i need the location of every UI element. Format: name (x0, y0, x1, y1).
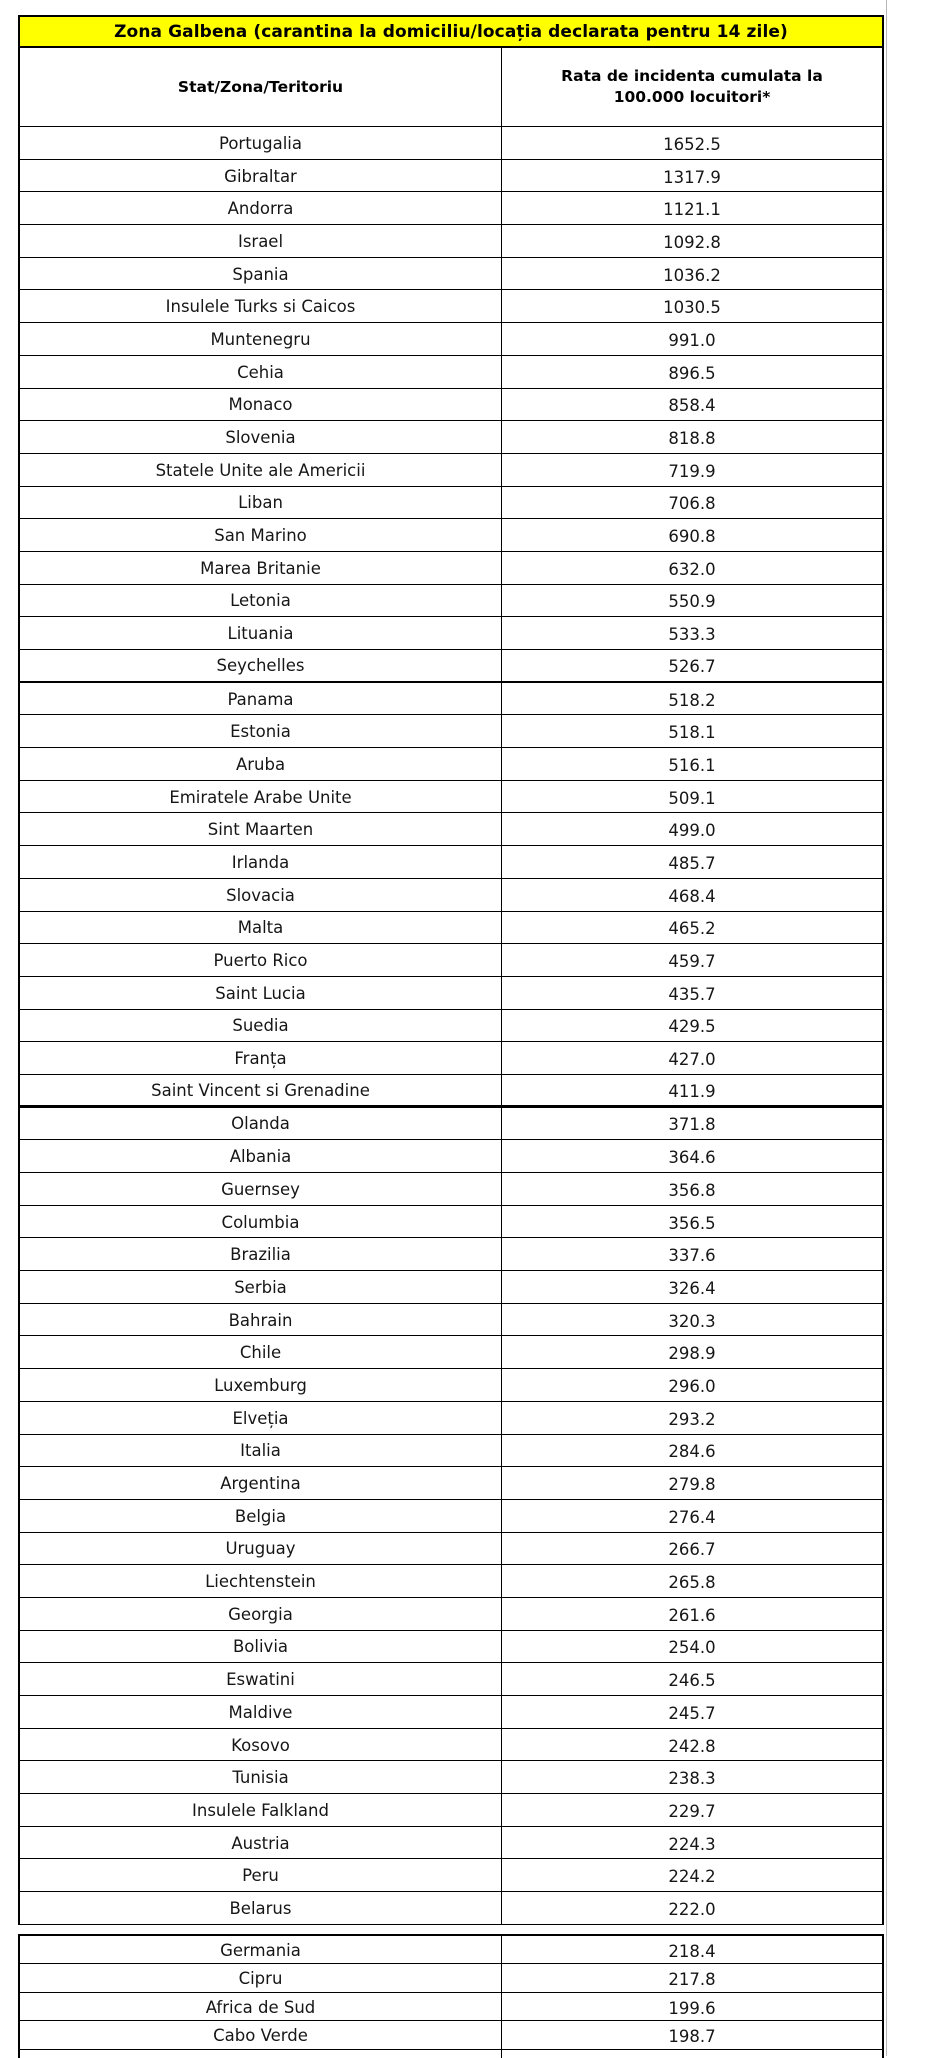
table-row (20, 1467, 882, 1500)
country-cell: Cabo Verde (20, 2021, 502, 2049)
column-header-country: Stat/Zona/Teritoriu (20, 48, 502, 126)
table-row (20, 127, 882, 160)
table-row (20, 1173, 882, 1206)
rate-cell: 499.0 (668, 821, 716, 841)
rate-cell: 284.6 (668, 1442, 716, 1462)
rate-cell: 459.7 (668, 952, 716, 972)
rate-cell: 991.0 (668, 330, 716, 350)
country-cell: Liban (20, 487, 502, 519)
table-rows-group (20, 1936, 882, 2050)
rate-cell: 371.8 (668, 1115, 716, 1135)
table-row (20, 1729, 882, 1762)
table-segment (18, 1934, 884, 2058)
rate-cell: 518.1 (668, 723, 716, 743)
rate-cell: 550.9 (668, 592, 716, 612)
rate-cell: 858.4 (668, 396, 716, 416)
table-segment (18, 683, 884, 1108)
country-cell: Israel (20, 225, 502, 257)
rate-cell: 435.7 (668, 984, 716, 1004)
column-header-rate: Rata de incidenta cumulata la 100.000 locuitori* (561, 67, 823, 106)
table-row (20, 617, 882, 650)
rate-cell: 217.8 (668, 1970, 716, 1990)
rate-cell: 320.3 (668, 1311, 716, 1331)
country-cell: Serbia (20, 1271, 502, 1303)
country-cell: Belarus (20, 1892, 502, 1924)
table-row (20, 1827, 882, 1860)
table-row (20, 781, 882, 814)
rate-cell: 293.2 (668, 1409, 716, 1429)
country-cell: Portugalia (20, 127, 502, 159)
table-header (20, 48, 882, 127)
country-cell: Maldive (20, 1696, 502, 1728)
country-cell: Statele Unite ale Americii (20, 454, 502, 486)
country-cell: Panama (20, 683, 502, 715)
country-cell: Saint Lucia (20, 977, 502, 1009)
country-cell: Germania (20, 1936, 502, 1964)
rate-cell: 706.8 (668, 494, 716, 514)
table-row (20, 1010, 882, 1043)
country-cell: Elveția (20, 1402, 502, 1434)
table-row (20, 323, 882, 356)
table-row (20, 585, 882, 618)
rate-cell: 218.4 (668, 1941, 716, 1961)
table-row (20, 1238, 882, 1271)
rate-cell: 818.8 (668, 429, 716, 449)
rate-cell: 1036.2 (663, 265, 721, 285)
country-cell: Peru (20, 1859, 502, 1891)
table-row (20, 1369, 882, 1402)
table-row (20, 1696, 882, 1729)
country-cell: Letonia (20, 585, 502, 617)
rate-cell: 254.0 (668, 1638, 716, 1658)
table-row (20, 683, 882, 716)
country-cell: San Marino (20, 519, 502, 551)
table-rows-group (20, 683, 882, 1108)
table-row (20, 389, 882, 422)
table-row (20, 1304, 882, 1337)
country-cell: Suedia (20, 1010, 502, 1042)
table-row (20, 1964, 882, 1993)
table-row (20, 977, 882, 1010)
country-cell: Argentina (20, 1467, 502, 1499)
rate-cell: 261.6 (668, 1605, 716, 1625)
country-cell: Emiratele Arabe Unite (20, 781, 502, 813)
country-cell: Marea Britanie (20, 552, 502, 584)
rate-cell: 356.5 (668, 1213, 716, 1233)
table-row (20, 454, 882, 487)
rate-cell: 222.0 (668, 1899, 716, 1919)
table-row (20, 1859, 882, 1892)
country-cell: Lituania (20, 617, 502, 649)
rate-cell: 411.9 (668, 1081, 716, 1101)
rate-cell: 242.8 (668, 1736, 716, 1756)
country-cell: Gibraltar (20, 160, 502, 192)
table-row (20, 1663, 882, 1696)
table-row (20, 160, 882, 193)
rate-cell: 356.8 (668, 1180, 716, 1200)
table-row (20, 1631, 882, 1664)
rate-cell: 896.5 (668, 363, 716, 383)
table-row (20, 225, 882, 258)
country-cell: Franța (20, 1042, 502, 1074)
rate-cell: 526.7 (668, 657, 716, 677)
table-row (20, 846, 882, 879)
table-row (20, 813, 882, 846)
country-cell: Uruguay (20, 1533, 502, 1565)
country-cell: Liechtenstein (20, 1565, 502, 1597)
country-cell: Kosovo (20, 1729, 502, 1761)
table-row (20, 1435, 882, 1468)
table-segment (18, 15, 884, 683)
table-row (20, 290, 882, 323)
page-edge-line (886, 0, 887, 2056)
country-cell: Italia (20, 1435, 502, 1467)
rate-cell: 468.4 (668, 886, 716, 906)
table-row (20, 1761, 882, 1794)
country-cell: Tunisia (20, 1761, 502, 1793)
table-row (20, 519, 882, 552)
table-row (20, 487, 882, 520)
rate-cell: 1092.8 (663, 232, 721, 252)
table-row (20, 2021, 882, 2050)
country-cell: Sint Maarten (20, 813, 502, 845)
table-title: Zona Galbena (carantina la domiciliu/locația declarata pentru 14 zile) (20, 15, 882, 48)
country-cell: Albania (20, 1140, 502, 1172)
rate-cell: 337.6 (668, 1246, 716, 1266)
rate-cell: 690.8 (668, 527, 716, 547)
rate-cell: 224.2 (668, 1867, 716, 1887)
country-cell: Slovacia (20, 879, 502, 911)
country-cell: Saint Vincent si Grenadine (20, 1075, 502, 1105)
country-cell: Insulele Falkland (20, 1794, 502, 1826)
rate-cell: 199.6 (668, 1998, 716, 2018)
table-row (20, 879, 882, 912)
rate-cell: 266.7 (668, 1540, 716, 1560)
rate-cell: 298.9 (668, 1344, 716, 1364)
table-row (20, 1271, 882, 1304)
rate-cell: 364.6 (668, 1148, 716, 1168)
rate-cell: 229.7 (668, 1801, 716, 1821)
table-row (20, 912, 882, 945)
table-row (20, 650, 882, 683)
table-rows-group (20, 127, 882, 683)
country-cell: Columbia (20, 1206, 502, 1238)
table-row (20, 192, 882, 225)
country-cell: Slovenia (20, 421, 502, 453)
rate-cell: 279.8 (668, 1475, 716, 1495)
table-row (20, 258, 882, 291)
rate-cell: 509.1 (668, 788, 716, 808)
country-cell: Olanda (20, 1108, 502, 1140)
country-cell: Irlanda (20, 846, 502, 878)
rate-cell: 246.5 (668, 1671, 716, 1691)
country-cell: Africa de Sud (20, 1993, 502, 2021)
country-cell: Bolivia (20, 1631, 502, 1663)
table-row (20, 1598, 882, 1631)
rate-cell: 198.7 (668, 2027, 716, 2047)
table-row (20, 748, 882, 781)
rate-cell: 326.4 (668, 1278, 716, 1298)
country-cell: Cehia (20, 356, 502, 388)
rate-cell: 276.4 (668, 1507, 716, 1527)
table-row-partial (20, 2050, 882, 2058)
rate-cell: 1317.9 (663, 167, 721, 187)
rate-cell: 518.2 (668, 690, 716, 710)
table-rows-group (20, 1108, 882, 1925)
country-cell: Bahrain (20, 1304, 502, 1336)
table-row (20, 944, 882, 977)
country-cell: Andorra (20, 192, 502, 224)
rate-cell: 485.7 (668, 853, 716, 873)
table-row (20, 1993, 882, 2022)
table-row (20, 1336, 882, 1369)
country-cell: Austria (20, 1827, 502, 1859)
country-cell: Insulele Turks si Caicos (20, 290, 502, 322)
table-row (20, 1206, 882, 1239)
rate-cell: 1652.5 (663, 134, 721, 154)
rate-cell: 1030.5 (663, 298, 721, 318)
rate-cell: 224.3 (668, 1834, 716, 1854)
country-cell: Malta (20, 912, 502, 944)
country-cell: Eswatini (20, 1663, 502, 1695)
table-row (20, 1402, 882, 1435)
table-row (20, 1936, 882, 1965)
rate-cell: 1121.1 (663, 200, 721, 220)
table-row (20, 715, 882, 748)
table-row (20, 356, 882, 389)
rate-cell: 516.1 (668, 755, 716, 775)
table-segment (18, 1108, 884, 1925)
rate-cell: 245.7 (668, 1703, 716, 1723)
table-row (20, 1140, 882, 1173)
country-cell: Estonia (20, 715, 502, 747)
table-row (20, 421, 882, 454)
table-row (20, 1042, 882, 1075)
country-cell: Luxemburg (20, 1369, 502, 1401)
country-cell: Georgia (20, 1598, 502, 1630)
country-cell: Monaco (20, 389, 502, 421)
rate-cell: 465.2 (668, 919, 716, 939)
rate-cell: 429.5 (668, 1017, 716, 1037)
table-row (20, 1500, 882, 1533)
incidence-table (18, 15, 884, 2058)
table-row (20, 1108, 882, 1141)
country-cell: Cipru (20, 1964, 502, 1992)
table-row (20, 552, 882, 585)
table-row (20, 1892, 882, 1925)
country-cell: Spania (20, 258, 502, 290)
country-cell: Chile (20, 1336, 502, 1368)
rate-cell: 719.9 (668, 461, 716, 481)
table-row (20, 1794, 882, 1827)
table-row (20, 1565, 882, 1598)
country-cell: Puerto Rico (20, 944, 502, 976)
rate-cell: 296.0 (668, 1376, 716, 1396)
rate-cell: 238.3 (668, 1769, 716, 1789)
rate-cell: 427.0 (668, 1050, 716, 1070)
rate-cell: 265.8 (668, 1573, 716, 1593)
table-row (20, 1533, 882, 1566)
country-cell: Brazilia (20, 1238, 502, 1270)
rate-cell: 533.3 (668, 625, 716, 645)
table-row (20, 1075, 882, 1108)
country-cell: Aruba (20, 748, 502, 780)
country-cell: Muntenegru (20, 323, 502, 355)
country-cell: Guernsey (20, 1173, 502, 1205)
country-cell: Belgia (20, 1500, 502, 1532)
country-cell: Seychelles (20, 650, 502, 681)
rate-cell: 632.0 (668, 559, 716, 579)
